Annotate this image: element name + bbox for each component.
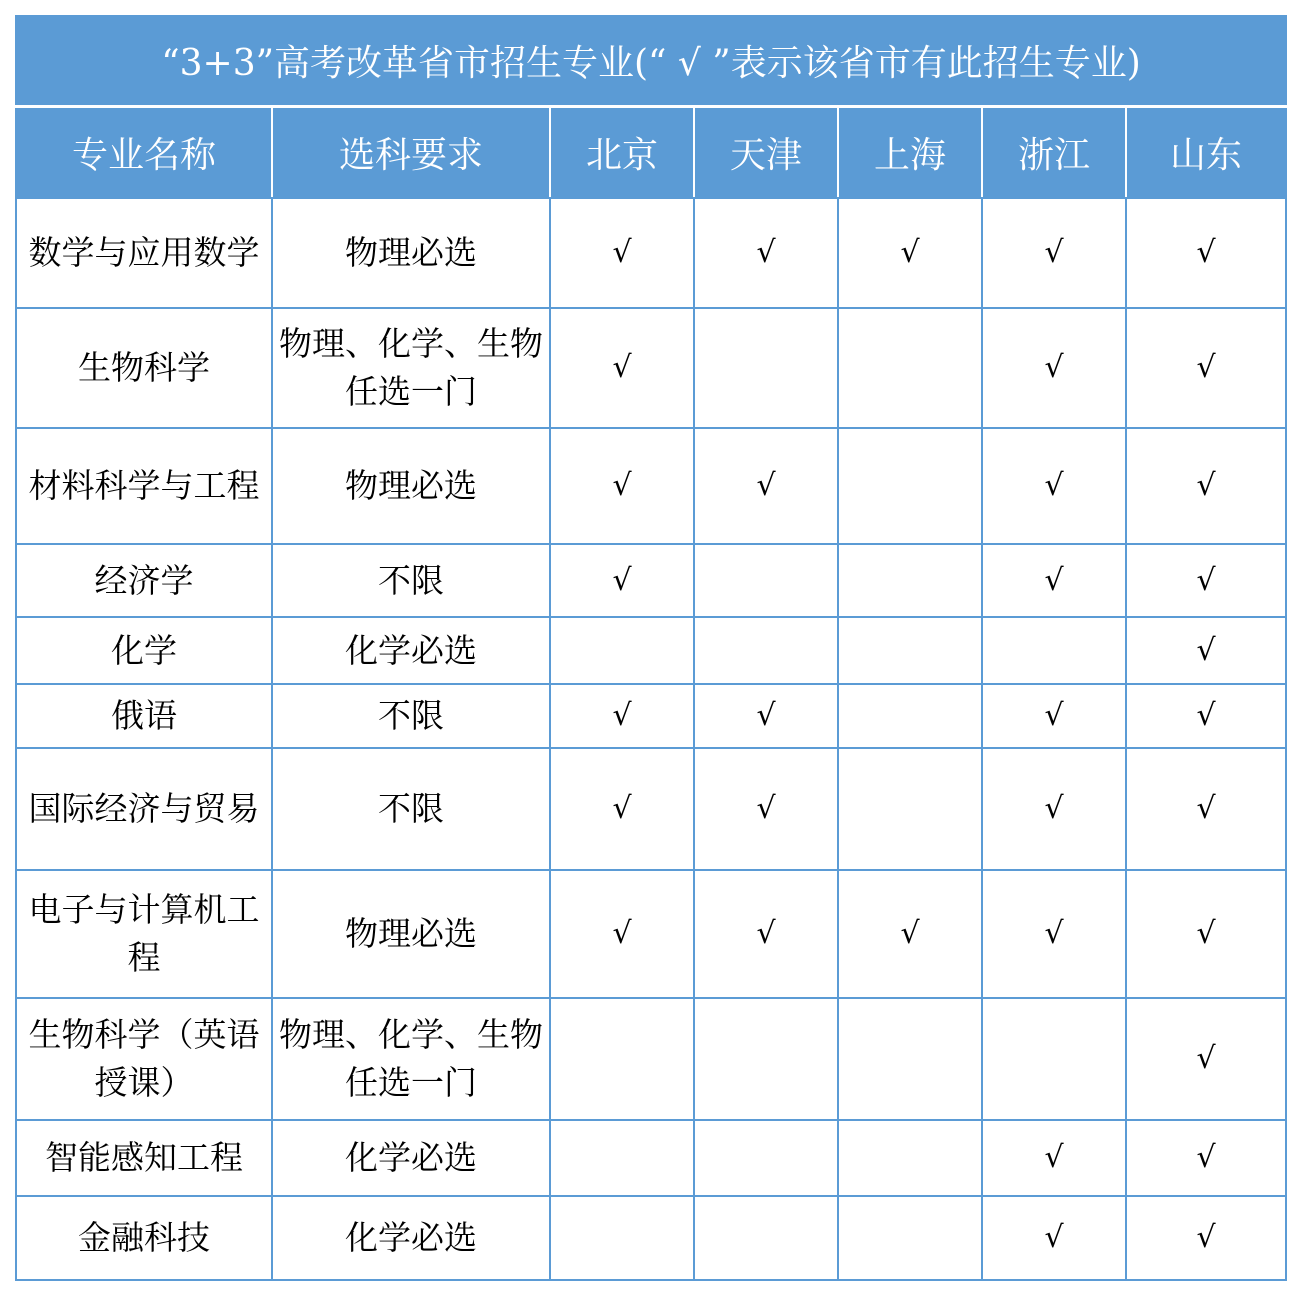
header-row [16,106,1286,198]
major-name-cell: 生物科学 [16,308,272,428]
empty-mark-cell [838,308,982,428]
subject-requirement-cell: 物理必选 [272,870,550,998]
check-mark-cell: √ [694,428,838,544]
table-row [16,617,1286,684]
check-mark-cell: √ [694,748,838,870]
empty-mark-cell [550,1196,694,1280]
empty-mark-cell [550,998,694,1120]
table-row [16,198,1286,308]
majors-table-container [15,15,1285,1281]
major-name-cell: 电子与计算机工程 [16,870,272,998]
check-mark-cell: √ [982,684,1126,748]
major-name-cell: 智能感知工程 [16,1120,272,1196]
empty-mark-cell [838,1120,982,1196]
header-shandong: 山东 [1126,106,1286,198]
table-row [16,870,1286,998]
empty-mark-cell [694,1196,838,1280]
table-row [16,544,1286,617]
empty-mark-cell [838,544,982,617]
check-mark-cell: √ [982,1120,1126,1196]
check-mark-cell: √ [550,684,694,748]
major-name-cell: 材料科学与工程 [16,428,272,544]
check-mark-cell: √ [1126,198,1286,308]
check-mark-cell: √ [982,428,1126,544]
check-mark-cell: √ [694,870,838,998]
header-zhejiang: 浙江 [982,106,1126,198]
empty-mark-cell [982,998,1126,1120]
check-mark-cell: √ [694,684,838,748]
check-mark-cell: √ [550,544,694,617]
check-mark-cell: √ [982,870,1126,998]
check-mark-cell: √ [550,748,694,870]
empty-mark-cell [838,998,982,1120]
table-title: “3+3”高考改革省市招生专业(“ √ ”表示该省市有此招生专业) [16,16,1286,106]
subject-requirement-cell: 化学必选 [272,1196,550,1280]
empty-mark-cell [694,544,838,617]
table-row [16,748,1286,870]
majors-table [15,15,1287,1281]
table-row [16,1196,1286,1280]
subject-requirement-cell: 不限 [272,684,550,748]
major-name-cell: 化学 [16,617,272,684]
header-major-name: 专业名称 [16,106,272,198]
check-mark-cell: √ [1126,998,1286,1120]
empty-mark-cell [838,748,982,870]
check-mark-cell: √ [1126,1120,1286,1196]
subject-requirement-cell: 不限 [272,748,550,870]
table-row [16,308,1286,428]
empty-mark-cell [694,617,838,684]
check-mark-cell: √ [550,308,694,428]
empty-mark-cell [982,617,1126,684]
check-mark-cell: √ [550,428,694,544]
empty-mark-cell [550,1120,694,1196]
empty-mark-cell [550,617,694,684]
check-mark-cell: √ [1126,1196,1286,1280]
empty-mark-cell [838,1196,982,1280]
check-mark-cell: √ [1126,544,1286,617]
empty-mark-cell [694,308,838,428]
subject-requirement-cell: 物理、化学、生物任选一门 [272,308,550,428]
table-row [16,684,1286,748]
header-subject-requirement: 选科要求 [272,106,550,198]
empty-mark-cell [694,998,838,1120]
check-mark-cell: √ [982,1196,1126,1280]
table-body [16,198,1286,1280]
subject-requirement-cell: 化学必选 [272,1120,550,1196]
table-row [16,998,1286,1120]
check-mark-cell: √ [838,198,982,308]
header-tianjin: 天津 [694,106,838,198]
check-mark-cell: √ [1126,308,1286,428]
empty-mark-cell [694,1120,838,1196]
check-mark-cell: √ [1126,748,1286,870]
check-mark-cell: √ [1126,684,1286,748]
major-name-cell: 国际经济与贸易 [16,748,272,870]
header-beijing: 北京 [550,106,694,198]
check-mark-cell: √ [550,198,694,308]
major-name-cell: 俄语 [16,684,272,748]
check-mark-cell: √ [982,198,1126,308]
check-mark-cell: √ [1126,617,1286,684]
check-mark-cell: √ [982,544,1126,617]
check-mark-cell: √ [982,748,1126,870]
check-mark-cell: √ [550,870,694,998]
check-mark-cell: √ [838,870,982,998]
header-shanghai: 上海 [838,106,982,198]
check-mark-cell: √ [1126,870,1286,998]
major-name-cell: 数学与应用数学 [16,198,272,308]
table-row [16,428,1286,544]
subject-requirement-cell: 物理必选 [272,428,550,544]
major-name-cell: 经济学 [16,544,272,617]
title-row [16,16,1286,106]
major-name-cell: 金融科技 [16,1196,272,1280]
check-mark-cell: √ [1126,428,1286,544]
empty-mark-cell [838,684,982,748]
check-mark-cell: √ [982,308,1126,428]
check-mark-cell: √ [694,198,838,308]
major-name-cell: 生物科学（英语授课） [16,998,272,1120]
table-row [16,1120,1286,1196]
empty-mark-cell [838,428,982,544]
empty-mark-cell [838,617,982,684]
subject-requirement-cell: 不限 [272,544,550,617]
subject-requirement-cell: 物理、化学、生物任选一门 [272,998,550,1120]
subject-requirement-cell: 化学必选 [272,617,550,684]
subject-requirement-cell: 物理必选 [272,198,550,308]
